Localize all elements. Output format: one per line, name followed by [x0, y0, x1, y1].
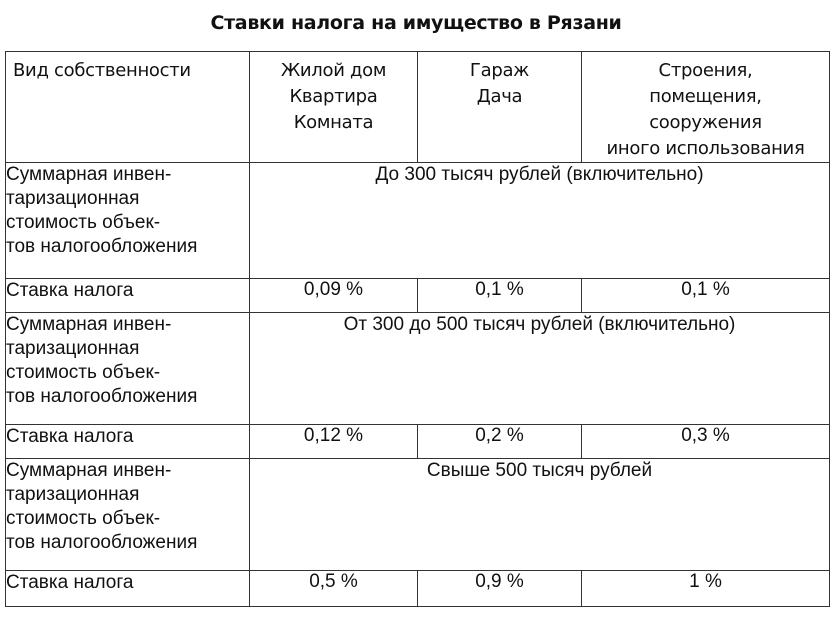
header-text: Комната	[293, 112, 374, 133]
label-text: тов налогообложения	[6, 236, 198, 257]
header-text: Гараж	[469, 60, 530, 81]
header-text: Жилой дом	[280, 60, 387, 81]
header-property-type	[6, 52, 250, 163]
rate-label: Ставка налога	[6, 425, 250, 459]
table-row	[6, 279, 830, 313]
label-text: Суммарная инвен-	[6, 164, 172, 185]
rate-label: Ставка налога	[6, 279, 250, 313]
value-range: От 300 до 500 тысяч рублей (включительно)	[250, 313, 830, 425]
inventory-value-label	[6, 313, 250, 425]
label-text: стоимость объек-	[6, 362, 161, 383]
rate-label: Ставка налога	[6, 571, 250, 607]
inventory-value-label	[6, 459, 250, 571]
table-row	[6, 313, 830, 425]
page-title: Ставки налога на имущество в Рязани	[210, 12, 622, 34]
header-text: Строения,	[658, 60, 753, 81]
header-text: Вид собственности	[13, 60, 191, 81]
rate-residential: 0,09 %	[250, 279, 418, 313]
header-row	[6, 52, 830, 163]
header-text: иного использования	[606, 138, 805, 159]
table-row	[6, 459, 830, 571]
header-text: помещения,	[649, 86, 762, 107]
label-text: тов налогообложения	[6, 532, 198, 553]
rate-residential: 0,5 %	[250, 571, 418, 607]
header-text: сооружения	[649, 112, 762, 133]
header-other-buildings	[582, 52, 830, 163]
rate-other: 1 %	[582, 571, 830, 607]
label-text: стоимость объек-	[6, 508, 161, 529]
header-text: Квартира	[289, 86, 378, 107]
label-text: таризационная	[6, 188, 140, 209]
header-garage	[418, 52, 582, 163]
rate-garage: 0,1 %	[418, 279, 582, 313]
label-text: таризационная	[6, 484, 140, 505]
header-residential	[250, 52, 418, 163]
rate-other: 0,3 %	[582, 425, 830, 459]
label-text: стоимость объек-	[6, 212, 161, 233]
value-range: До 300 тысяч рублей (включительно)	[250, 163, 830, 279]
rate-other: 0,1 %	[582, 279, 830, 313]
table-row	[6, 425, 830, 459]
label-text: Суммарная инвен-	[6, 314, 172, 335]
table-row	[6, 163, 830, 279]
rate-residential: 0,12 %	[250, 425, 418, 459]
inventory-value-label	[6, 163, 250, 279]
label-text: тов налогообложения	[6, 386, 198, 407]
tax-rates-table	[5, 51, 830, 607]
label-text: Суммарная инвен-	[6, 460, 172, 481]
label-text: таризационная	[6, 338, 140, 359]
rate-garage: 0,2 %	[418, 425, 582, 459]
value-range: Свыше 500 тысяч рублей	[250, 459, 830, 571]
rate-garage: 0,9 %	[418, 571, 582, 607]
header-text: Дача	[476, 86, 523, 107]
table-row	[6, 571, 830, 607]
